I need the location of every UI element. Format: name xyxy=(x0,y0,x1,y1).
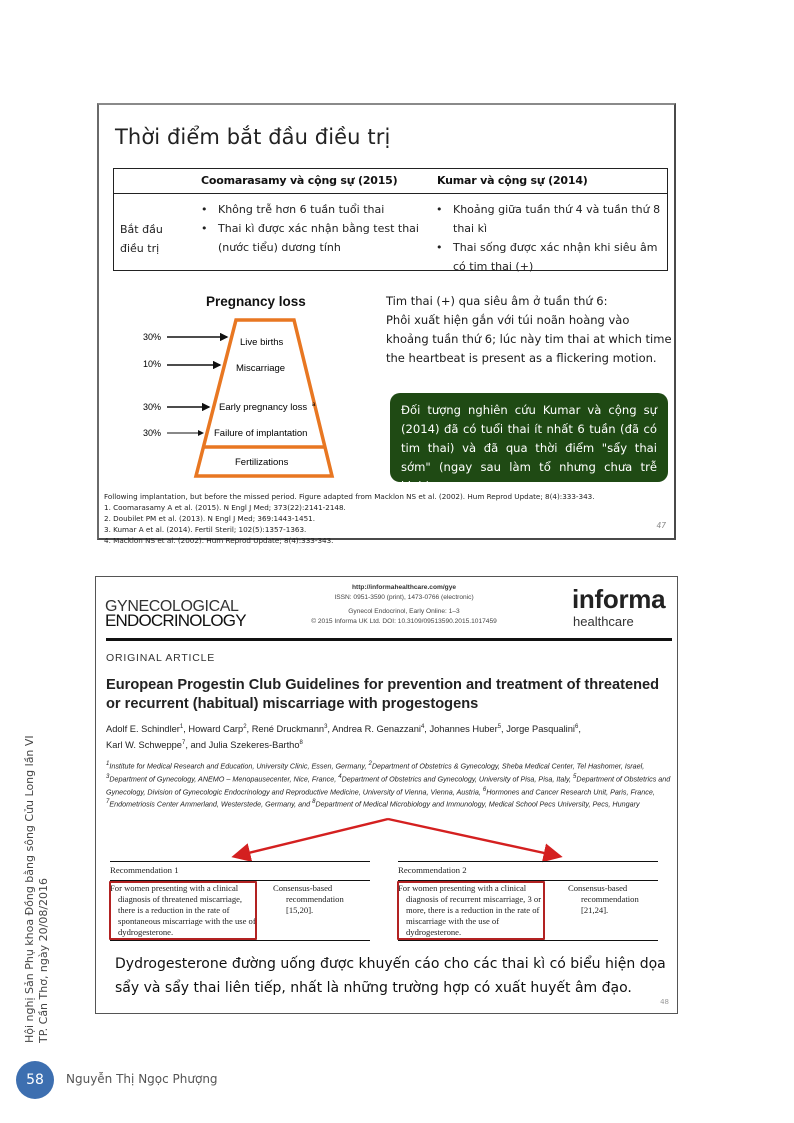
author-name: Nguyễn Thị Ngọc Phượng xyxy=(66,1072,218,1086)
conference-name: Hội nghị Sản Phụ khoa Đồng bằng sông Cửu Long lần VI xyxy=(23,735,36,1043)
slide-caption: Dydrogesterone đường uống được khuyến cáo cho các thai kì có biểu hiện dọa sẩy và sẩy thai liên tiếp, nhất là những trường hợp có xuất huyết âm đạo. xyxy=(115,956,666,996)
cell-text: Khoảng giữa tuần thứ 4 và tuần thứ 8 xyxy=(453,203,661,216)
grade-text: Consensus-based xyxy=(568,883,628,893)
level-label: Early pregnancy loss xyxy=(219,402,308,413)
grade-text: recommendation [15,20]. xyxy=(286,894,344,915)
page-number-badge: 58 xyxy=(16,1061,54,1099)
affiliation: Department of Obstetrics and Gynecology, University of Pisa, Pisa, Italy, xyxy=(341,774,574,784)
red-arrows xyxy=(96,577,679,877)
level-label: Failure of implantation xyxy=(214,428,308,439)
affiliation: Department of Obstetrics and Gynecology, Division of Gynecologic Endocrinology and Reproductive Medicine, University of Vienna, Vienna, Austria, xyxy=(106,774,671,796)
pregnancy-loss-title: Pregnancy loss xyxy=(206,294,306,309)
bullet-icon: • xyxy=(436,241,443,254)
journal-copyright: © 2015 Informa UK Ltd. DOI: 10.3109/09513590.2015.1017459 xyxy=(311,617,497,625)
pregnancy-loss-diagram xyxy=(99,105,379,485)
journal-name-line: ENDOCRINOLOGY xyxy=(105,611,246,630)
affiliation-index: 4 xyxy=(338,773,342,780)
cell-text: (nước tiểu) dương tính xyxy=(218,241,341,254)
body-text: For women presenting with a clinical xyxy=(398,883,527,893)
recommendation-2 xyxy=(398,861,658,961)
reference-item: Following implantation, but before the missed period. Figure adapted from Macklon NS et al. (2002). Hum Reprod Update; 8(4):333-343. xyxy=(104,492,595,501)
conference-date: TP. Cần Thơ, ngày 20/08/2016 xyxy=(37,877,50,1043)
journal-url: http://informahealthcare.com/gye xyxy=(351,584,457,591)
percent-label: 30% xyxy=(143,402,162,412)
bullet-icon: • xyxy=(201,222,208,235)
bullet-icon: • xyxy=(201,203,208,216)
author-affiliation-index: 5 xyxy=(497,724,502,730)
affiliation: Institute for Medical Research and Education, University Clinic, Essen, Germany, xyxy=(109,761,369,771)
text-line: Phôi xuất hiện gắn với túi noãn hoàng vào xyxy=(386,313,630,327)
author-affiliation-index: 6 xyxy=(574,724,579,730)
author: Johannes Huber$^5$ xyxy=(429,724,502,735)
reference-item: 2. Doubilet PM et al. (2013). N Engl J Med; 369:1443-1451. xyxy=(104,514,315,524)
author-affiliation-index: 4 xyxy=(420,724,425,730)
recommendation-grade xyxy=(273,883,370,916)
rule xyxy=(398,861,658,862)
author-affiliation-index: 7 xyxy=(181,739,186,746)
bullet-icon: • xyxy=(436,203,443,216)
arrow-to-recommendation-1 xyxy=(236,819,388,856)
body-text: diagnosis of threatened miscarriage, there is a reduction in the rate of spontaneous miscarriage with the use of dydrogesterone. xyxy=(118,894,256,937)
affiliation: Endometriosis Center Ammerland, Westerstede, Germany, and xyxy=(109,799,313,809)
base-label: Fertilizations xyxy=(235,457,289,468)
percent-label: 30% xyxy=(143,428,162,438)
arrow-to-recommendation-2 xyxy=(388,819,558,856)
author: Jorge Pasqualini$^6$ xyxy=(506,724,579,735)
heartbeat-explanation xyxy=(386,292,676,368)
affiliation-index: 5 xyxy=(573,773,577,780)
table-cell-line xyxy=(436,238,658,257)
percent-label: 30% xyxy=(143,332,162,342)
affiliation-index: 7 xyxy=(106,799,110,806)
body-text: For women presenting with a clinical xyxy=(110,883,239,893)
article-title: European Progestin Club Guidelines for prevention and treatment of threatened or recurrent (habitual) miscarriage with progestogens xyxy=(106,677,660,712)
rule xyxy=(110,940,370,941)
recommendation-title: Recommendation 2 xyxy=(398,865,467,875)
rule xyxy=(110,861,370,862)
slide-47 xyxy=(97,103,676,546)
slide-title: Thời điểm bắt đầu điều trị xyxy=(115,125,391,149)
affiliation-index: 8 xyxy=(312,799,316,806)
publisher-sub: healthcare xyxy=(573,614,634,629)
cell-text: có tim thai (+) xyxy=(453,260,534,273)
body-text: diagnosis of recurrent miscarriage, 3 or more, there is a reduction in the rate of miscarriage with the use of dydrogesterone. xyxy=(406,894,542,937)
journal-issn: ISSN: 0951-3590 (print), 1473-0766 (electronic) xyxy=(334,593,474,601)
author-affiliation-index: 2 xyxy=(243,724,247,730)
publisher-logo: informa xyxy=(572,584,666,614)
text-line: khoảng tuần thứ 6; lúc này tim thai at which time xyxy=(386,332,672,346)
table-cell-line xyxy=(453,257,533,276)
author: Andrea R. Genazzani$^4$ xyxy=(332,724,425,735)
author: Karl W. Schweppe$^7$ xyxy=(106,739,186,750)
affiliation: Department of Gynecology, ANEMO – Menopausecenter, Nice, France, xyxy=(109,774,339,784)
affiliation: Department of Obstetrics & Gynecology, Sheba Medical Center, Tel Hashomer, Israel, xyxy=(371,761,645,771)
cell-text: thai kì xyxy=(453,222,488,235)
affiliation-index: 3 xyxy=(106,773,110,780)
column-header-kumar: Kumar và cộng sự (2014) xyxy=(437,174,588,187)
recommendation-grade xyxy=(568,883,658,916)
percent-label: 10% xyxy=(143,359,162,369)
slide-page-number: 48 xyxy=(660,998,669,1006)
author: and Julia Szekeres-Bartho$^8$ xyxy=(190,739,303,750)
reference-item: 1. Coomarasamy A et al. (2015). N Engl J Med; 373(22):2141-2148. xyxy=(104,503,346,513)
conference-info xyxy=(23,735,51,1043)
cell-text: Thai kì được xác nhận bằng test thai xyxy=(218,222,419,235)
grade-text: recommendation [21,24]. xyxy=(581,894,639,915)
affiliation: Department of Medical Microbiology and Immunology, Medical School Pecs University, Pecs, Hungary xyxy=(315,799,640,809)
kumar-note-box: Đối tượng nghiên cứu Kumar và cộng sự (2014) đã có tuổi thai ít nhất 6 tuần (đã có tim thai) và đã qua thời điểm "sẩy thai sớm" (ngay sau làm tổ nhưng chưa trễ kinh) xyxy=(390,393,668,482)
level-superscript: a xyxy=(312,402,316,408)
author: Howard Carp$^2$ xyxy=(188,724,247,735)
author: René Druckmann$^3$ xyxy=(251,724,328,735)
author-list: Adolf E. Schindler$^1$, Howard Carp$^2$, René Druckmann$^3$, Andrea R. Genazzani$^4$, Johannes Huber$^5$, Jorge Pasqualini$^6$, Karl W. Schweppe$^7$, and Julia Szekeres-Bartho$^8$ xyxy=(106,724,581,750)
column-header-coomarasamy: Coomarasamy và cộng sự (2015) xyxy=(201,174,398,187)
highlight-box xyxy=(397,881,545,940)
author-affiliation-index: 1 xyxy=(179,724,184,730)
text-line: Tim thai (+) qua siêu âm ở tuần thứ 6: xyxy=(386,294,608,308)
journal-citation: Gynecol Endocrinol, Early Online: 1–3 xyxy=(348,608,460,615)
text-line: the heartbeat is present as a flickering motion. xyxy=(386,351,657,365)
reference-item: 3. Kumar A et al. (2014). Fertil Steril; 102(5):1357-1363. xyxy=(104,525,307,535)
references xyxy=(104,491,595,546)
affiliation: Hormones and Cancer Research Unit, Paris, France, xyxy=(486,786,655,796)
cell-text: Thai sống được xác nhận khi siêu âm xyxy=(453,241,658,254)
rule xyxy=(398,940,658,941)
reference-item: 4. Macklon NS et al. (2002). Hum Reprod Update; 8(4):333-343. xyxy=(104,536,334,546)
row-label-line: điều trị xyxy=(120,242,160,255)
recommendation-1 xyxy=(110,861,370,961)
author-affiliation-index: 3 xyxy=(324,724,328,730)
slide-48 xyxy=(95,576,678,1014)
author-affiliation-index: 8 xyxy=(299,739,303,746)
table-cell-line xyxy=(436,200,661,219)
level-label: Miscarriage xyxy=(236,363,286,374)
highlight-box xyxy=(109,881,257,940)
grade-text: Consensus-based xyxy=(273,883,333,893)
row-label-line: Bắt đầu xyxy=(120,223,163,236)
article-type: ORIGINAL ARTICLE xyxy=(106,652,216,664)
journal-name-line: GYNECOLOGICAL xyxy=(105,598,239,615)
author: Adolf E. Schindler$^1$ xyxy=(106,724,184,735)
recommendation-title: Recommendation 1 xyxy=(110,865,179,875)
cell-text: Không trễ hơn 6 tuần tuổi thai xyxy=(218,203,385,216)
affiliation-index: 1 xyxy=(106,761,110,767)
table-cell-line xyxy=(453,219,487,238)
affiliation-index: 6 xyxy=(482,786,487,793)
level-label: Live births xyxy=(240,337,284,348)
slide-page-number: 47 xyxy=(656,521,666,530)
affiliation-index: 2 xyxy=(368,761,372,767)
